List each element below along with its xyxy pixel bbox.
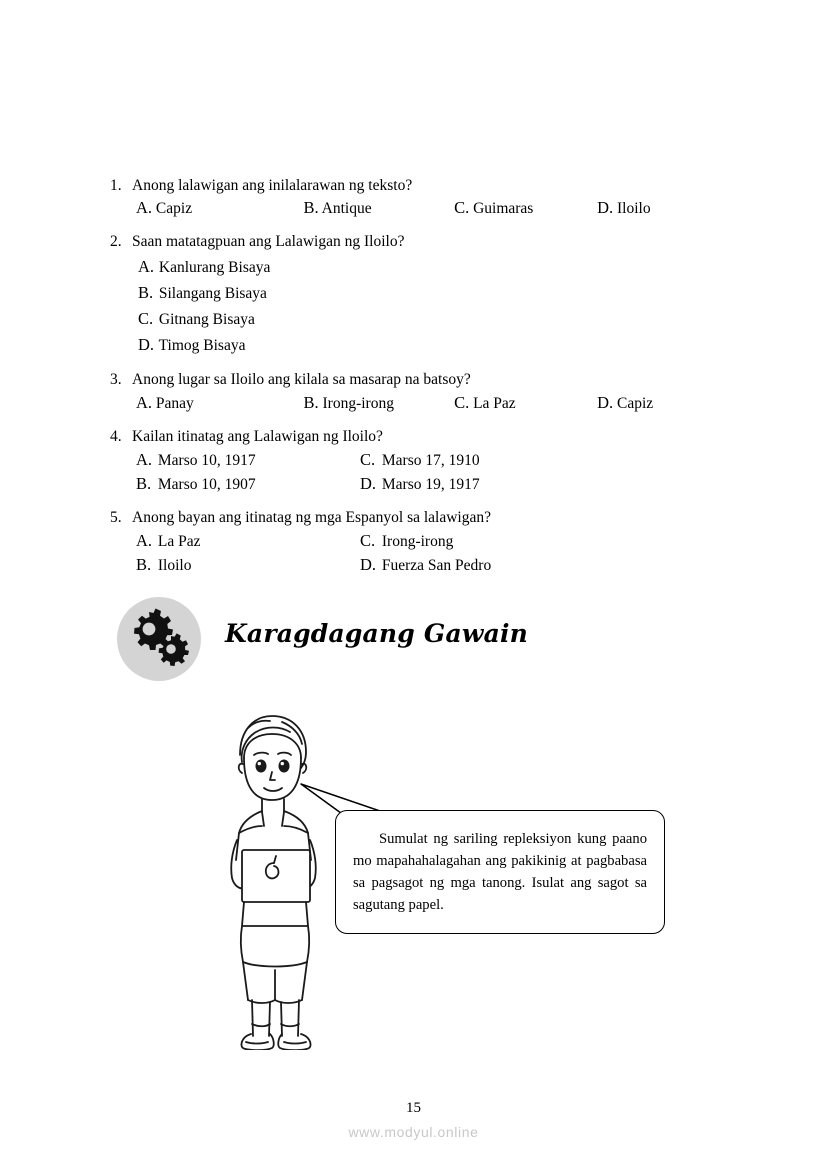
choice-text: Antique (321, 200, 372, 218)
choice-option[interactable] (138, 282, 710, 304)
choice-text: La Paz (473, 394, 516, 412)
choice-label: B. (136, 474, 152, 494)
section-header (117, 597, 717, 683)
choice-label: A. (136, 450, 153, 470)
choice-label: B. (303, 392, 319, 412)
choice-text: Marso 19, 1917 (381, 476, 480, 494)
choice-option[interactable] (138, 256, 710, 278)
page-number: 15 (406, 1100, 421, 1116)
choice-text: Fuerza San Pedro (381, 557, 492, 575)
quiz-list (110, 176, 710, 589)
choice-text: Panay (155, 394, 194, 412)
choice-text: Marso 17, 1910 (381, 452, 480, 470)
choice-text: Capiz (617, 394, 654, 412)
question-number: 1. (110, 177, 122, 194)
choice-option[interactable] (136, 531, 360, 551)
choice-label: C. (454, 198, 470, 218)
quiz-item (110, 176, 710, 218)
question-text: Anong lugar sa Iloilo ang kilala sa masarap na batsoy? (132, 371, 471, 389)
choice-label: C. (360, 450, 376, 470)
choice-list (110, 450, 710, 494)
illustration (196, 700, 696, 1050)
choice-text: Irong-irong (322, 394, 394, 412)
choice-text: Marso 10, 1917 (157, 452, 256, 470)
choice-text: Kanlurang Bisaya (158, 258, 271, 276)
gears-icon (117, 597, 201, 681)
choice-label: C. (138, 309, 154, 329)
choice-option[interactable] (597, 198, 710, 218)
question-text: Anong bayan ang itinatag ng mga Espanyol sa lalawigan? (132, 509, 491, 527)
choice-label: C. (454, 392, 470, 412)
choice-option[interactable] (136, 474, 360, 494)
choice-label: D. (597, 392, 614, 412)
choice-label: D. (360, 555, 377, 575)
choice-option[interactable] (597, 393, 710, 413)
choice-list (110, 198, 710, 218)
choice-option[interactable] (360, 474, 480, 494)
choice-option[interactable] (136, 393, 304, 413)
choice-label: B. (303, 198, 319, 218)
speech-bubble (335, 810, 665, 934)
choice-label: A. (136, 392, 153, 412)
choice-label: A. (136, 198, 153, 218)
choice-option[interactable] (136, 555, 360, 575)
question-text: Kailan itinatag ang Lalawigan ng Iloilo? (132, 427, 383, 445)
question-number: 5. (110, 509, 122, 527)
choice-option[interactable] (304, 198, 455, 218)
choice-list (110, 393, 710, 413)
quiz-item (110, 232, 710, 356)
choice-text: Marso 10, 1907 (157, 476, 256, 494)
question-number: 3. (110, 371, 122, 389)
choice-option[interactable] (360, 450, 480, 470)
choice-option[interactable] (454, 393, 597, 413)
choice-text: Irong-irong (381, 533, 454, 551)
choice-text: La Paz (157, 533, 201, 551)
question-text: Saan matatagpuan ang Lalawigan ng Iloilo? (132, 233, 405, 251)
quiz-item (110, 370, 710, 412)
choice-text: Capiz (155, 200, 193, 218)
choice-option[interactable] (136, 450, 360, 470)
watermark: www.modyul.online (348, 1124, 479, 1140)
choice-label: D. (597, 198, 614, 218)
question-number: 2. (110, 233, 122, 251)
choice-option[interactable] (360, 531, 453, 551)
choice-option[interactable] (138, 308, 710, 330)
choice-option[interactable] (304, 393, 455, 413)
choice-label: D. (360, 474, 377, 494)
question-number: 4. (110, 427, 122, 445)
choice-text: Iloilo (157, 557, 192, 575)
choice-option[interactable] (138, 334, 710, 356)
choice-option[interactable] (136, 198, 304, 218)
section-title: Karagdagang Gawain (225, 619, 529, 648)
choice-list (110, 256, 710, 357)
speech-bubble-text: Sumulat ng sariling repleksiyon kung paano mo mapahahalagahan ang pakikinig at pagbabasa sa pagsagot ng mga tanong. Isulat ang sagot sa sagutang papel. (353, 831, 647, 913)
choice-text: Iloilo (617, 200, 651, 218)
choice-text: Guimaras (473, 200, 534, 218)
quiz-item (110, 427, 710, 494)
choice-text: Silangang Bisaya (158, 284, 267, 302)
choice-text: Gitnang Bisaya (158, 311, 255, 329)
choice-label: B. (136, 555, 152, 575)
choice-list (110, 531, 710, 575)
choice-label: C. (360, 531, 376, 551)
choice-label: B. (138, 282, 154, 302)
choice-option[interactable] (454, 198, 597, 218)
choice-label: D. (138, 335, 155, 355)
choice-label: A. (136, 531, 153, 551)
quiz-item (110, 508, 710, 575)
choice-label: A. (138, 256, 155, 276)
question-text: Anong lalawigan ang inilalarawan ng teksto? (132, 177, 413, 194)
choice-text: Timog Bisaya (158, 337, 246, 355)
choice-option[interactable] (360, 555, 491, 575)
